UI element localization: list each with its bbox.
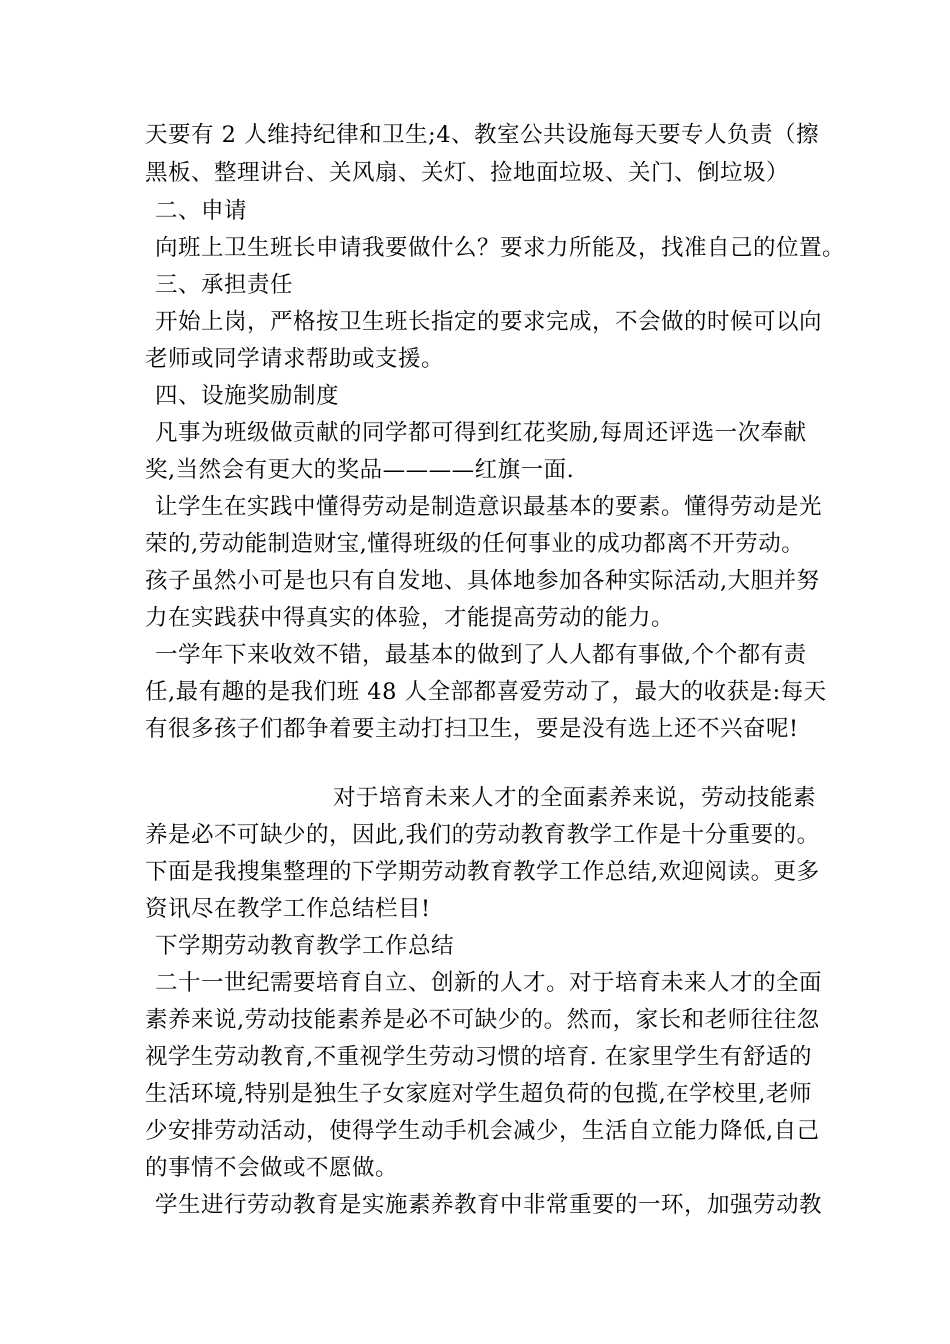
text-line: 视学生劳动教育,不重视学生劳动习惯的培育. 在家里学生有舒适的 bbox=[145, 1044, 812, 1070]
text-line: 素养来说,劳动技能素养是必不可缺少的。然而，家长和老师往往忽 bbox=[145, 1007, 820, 1033]
text-line: 二十一世纪需要培育自立、创新的人才。对于培育未来人才的全面 bbox=[155, 970, 823, 996]
text-line: 向班上卫生班长申请我要做什么？要求力所能及，找准自己的位置。 bbox=[155, 235, 846, 261]
text-line: 资讯尽在教学工作总结栏目! bbox=[145, 896, 431, 922]
text-line: 黑板、整理讲台、关风扇、关灯、捡地面垃圾、关门、倒垃圾） bbox=[145, 160, 790, 186]
text-line: 对于培育未来人才的全面素养来说，劳动技能素 bbox=[333, 785, 817, 811]
text-line: 孩子虽然小可是也只有自发地、具体地参加各种实际活动,大胆并努 bbox=[145, 568, 820, 594]
section-heading: 四、设施奖励制度 bbox=[155, 383, 340, 409]
text-line: 生活环境,特别是独生子女家庭对学生超负荷的包揽,在学校里,老师 bbox=[145, 1081, 812, 1107]
section-heading: 二、申请 bbox=[155, 198, 248, 224]
text-line: 下面是我搜集整理的下学期劳动教育教学工作总结,欢迎阅读。更多 bbox=[145, 859, 820, 885]
text-line: 少安排劳动活动，使得学生动手机会减少，生活自立能力降低,自己 bbox=[145, 1118, 820, 1144]
text-line: 奖,当然会有更大的奖品————红旗一面. bbox=[145, 457, 575, 483]
text-line: 力在实践获中得真实的体验，才能提高劳动的能力。 bbox=[145, 605, 675, 631]
text-line: 的事情不会做或不愿做。 bbox=[145, 1155, 399, 1181]
text-line: 养是必不可缺少的，因此,我们的劳动教育教学工作是十分重要的。 bbox=[145, 822, 820, 848]
section-heading: 下学期劳动教育教学工作总结 bbox=[155, 933, 455, 959]
text-line: 荣的,劳动能制造财宝,懂得班级的任何事业的成功都离不开劳动。 bbox=[145, 531, 805, 557]
text-line: 让学生在实践中懂得劳动是制造意识最基本的要素。懂得劳动是光 bbox=[155, 494, 823, 520]
section-heading: 三、承担责任 bbox=[155, 272, 294, 298]
text-line: 任,最有趣的是我们班 48 人全部都喜爱劳动了，最大的收获是:每天 bbox=[145, 679, 827, 705]
text-line: 开始上岗，严格按卫生班长指定的要求完成，不会做的时候可以向 bbox=[155, 309, 823, 335]
text-line: 有很多孩子们都争着要主动打扫卫生，要是没有选上还不兴奋呢! bbox=[145, 716, 799, 742]
text-line: 一学年下来收效不错，最基本的做到了人人都有事做,个个都有责 bbox=[155, 642, 807, 668]
text-line: 凡事为班级做贡献的同学都可得到红花奖励,每周还评选一次奉献 bbox=[155, 420, 807, 446]
text-line: 天要有 2 人维持纪律和卫生;4、教室公共设施每天要专人负责（擦 bbox=[145, 122, 820, 148]
text-line: 老师或同学请求帮助或支援。 bbox=[145, 346, 445, 372]
text-line: 学生进行劳动教育是实施素养教育中非常重要的一环，加强劳动教 bbox=[155, 1192, 823, 1218]
